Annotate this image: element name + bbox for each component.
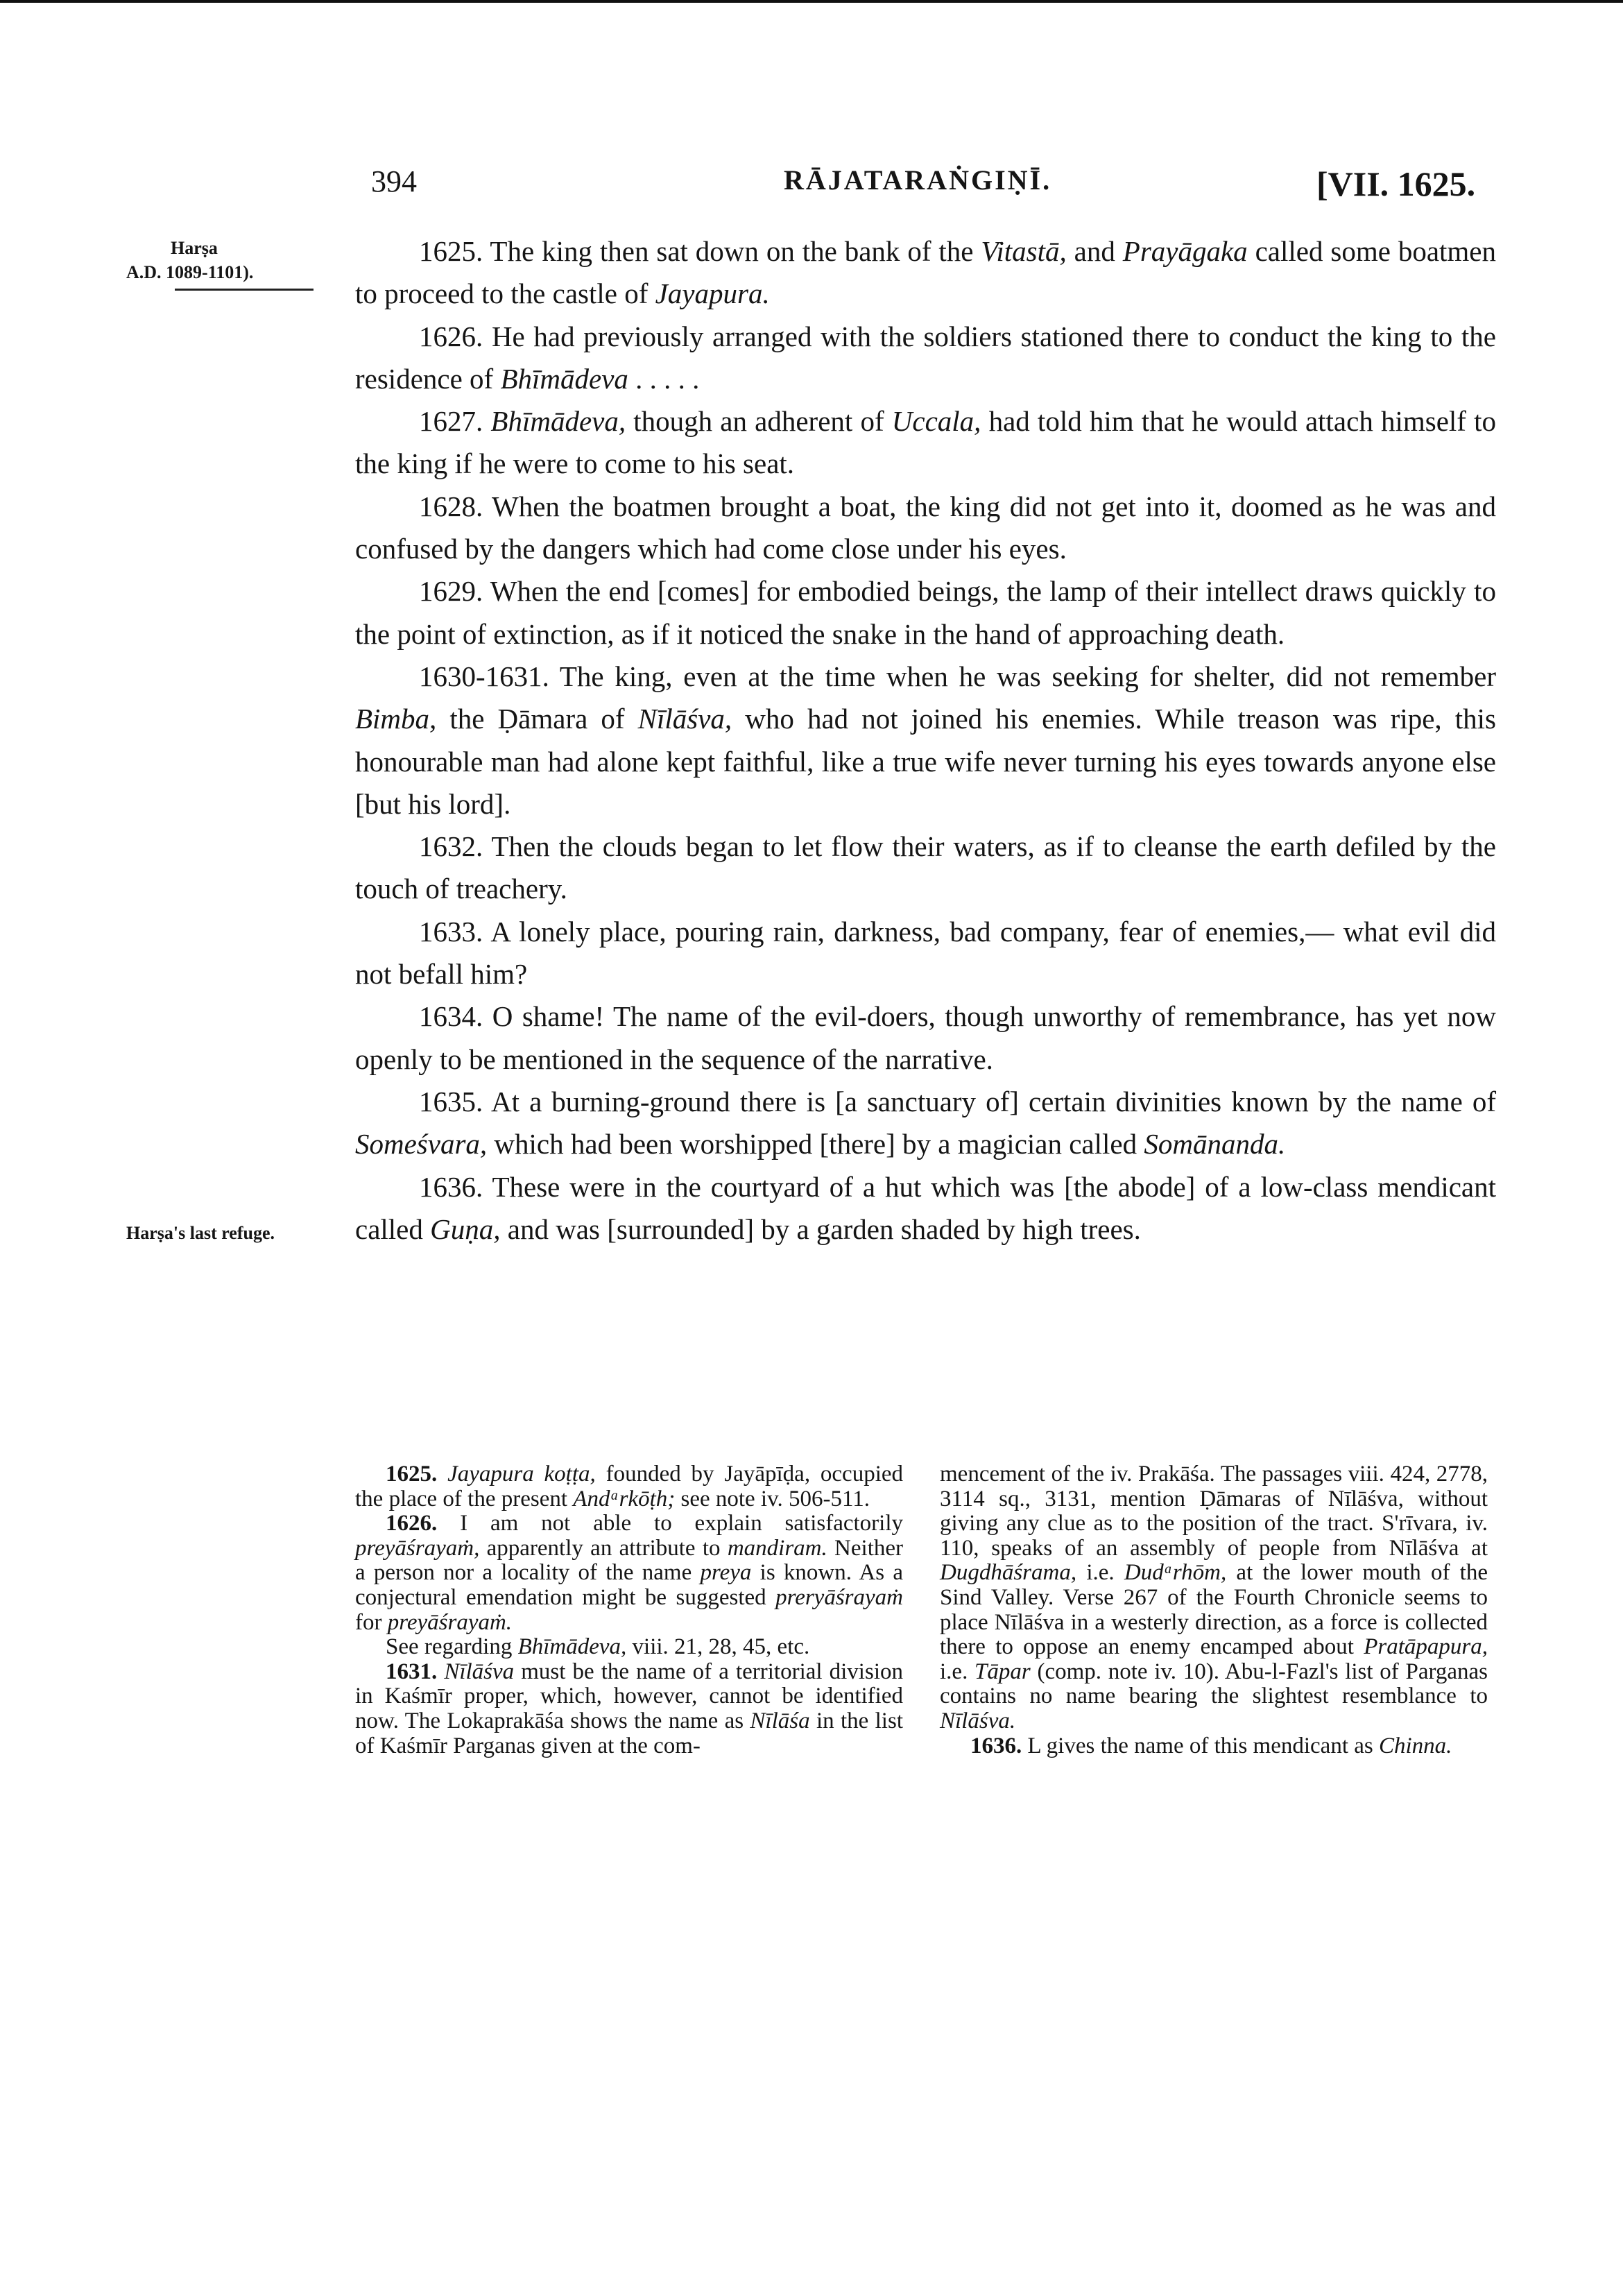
section-reference: [VII. 1625. [1316, 164, 1476, 203]
text-run: see note iv. 506-511. [675, 1486, 870, 1511]
text-run: See regarding [386, 1634, 518, 1660]
text-run: He had previously arranged with the soldiers stationed there to conduct the king to the residence of [355, 320, 1497, 395]
footnote-number: 1636. [970, 1733, 1022, 1758]
verse-number: 1627. [419, 405, 483, 438]
margin-note-ruler [126, 236, 327, 291]
italic-term: mandiram. [727, 1535, 827, 1561]
verse-number: 1626. [419, 320, 483, 352]
verse-number: 1630-1631. [419, 660, 549, 692]
footnote [940, 1734, 1488, 1759]
italic-term: Chinna. [1378, 1733, 1452, 1758]
italic-term: Uccala, [891, 405, 981, 438]
margin-ruler-dates: A.D. 1089-1101). [126, 262, 254, 283]
italic-term: Jayapura. [655, 277, 770, 310]
text-run: and [1066, 235, 1123, 267]
verse-number: 1633. [419, 915, 483, 948]
text-run: is known. As a conjectural emendation might be suggested [355, 1560, 904, 1610]
italic-term: Dugdhāśrama, [940, 1560, 1077, 1586]
verse-number: 1636. [419, 1170, 483, 1203]
text-run: viii. 21, 28, 45, etc. [626, 1634, 810, 1660]
italic-term: preya [700, 1560, 752, 1586]
verse [355, 400, 1496, 486]
footnote [355, 1660, 903, 1758]
text-run: When the end [comes] for embodied beings, the lamp of their intellect draws quickly to the point of extinction, as if it noticed the snake in the hand of approaching death. [355, 575, 1496, 650]
text-run: at the lower mouth of the Sind Valley. Verse 267 of the Fourth Chronicle seems to place Nīlāśva in a westerly direction, as a force is collected there to oppose an enemy encamped about [940, 1560, 1488, 1660]
verse [355, 1166, 1496, 1251]
footnotes-left-column [355, 1462, 903, 1758]
text-run: L gives the name of this mendicant as [1027, 1733, 1379, 1758]
text-run: When the boatmen brought a boat, the king did not get into it, doomed as he was and confused by the dangers which had come close under his eyes. [355, 490, 1497, 565]
text-run: i.e. [940, 1659, 975, 1684]
text-run: had told him that he would attach himself to the king if he were to come to his seat. [355, 405, 1496, 480]
italic-term: Jayapura koṭṭa, [447, 1462, 596, 1487]
footnote [355, 1462, 903, 1511]
italic-term: Prayāgaka [1122, 235, 1248, 267]
text-run: in the list of Kaśmīr Parganas given at the com- [355, 1708, 903, 1758]
text-run: must be the name of a territorial division in Kaśmīr proper, which, however, cannot be identified now. The Lokaprakāśa shows the name as [355, 1659, 903, 1733]
main-text [355, 230, 1496, 1251]
page-number: 394 [371, 164, 417, 198]
italic-term: Vitastā, [981, 235, 1067, 267]
verse [355, 911, 1496, 996]
page-top-border [0, 0, 1623, 3]
running-title: RĀJATARAṄGIṆĪ. [784, 164, 1052, 196]
italic-term: Nīlāśva, [637, 703, 732, 735]
text-run: which had been worshipped [there] by a magician called [487, 1128, 1144, 1160]
verse-number: 1628. [419, 490, 483, 522]
text-run: The king then sat down on the bank of the [490, 235, 981, 267]
footnote [940, 1462, 1488, 1734]
italic-term: Nīlāśva. [940, 1708, 1016, 1733]
footnote [355, 1635, 903, 1660]
italic-term: Tāpar [974, 1659, 1031, 1684]
text-run: Then the clouds began to let flow their waters, as if to cleanse the earth defiled by the touch of treachery. [355, 830, 1497, 905]
text-run: the Ḍāmara of [436, 703, 638, 735]
text-run: These were in the courtyard of a hut which was [the abode] of a low-class mendicant called [355, 1170, 1497, 1245]
text-run: . . . . . [628, 362, 700, 395]
italic-term: Andᵃrkōṭh; [573, 1486, 676, 1511]
text-run: I am not able to explain satisfactorily [460, 1511, 904, 1536]
italic-term: Nīlāśa [750, 1708, 810, 1733]
text-run: O shame! The name of the evil-doers, though unworthy of remembrance, has yet now openly to be mentioned in the sequence of the narrative. [355, 1000, 1497, 1075]
text-run: founded by Jayāpīḍa, occupied the place of the present [355, 1462, 904, 1511]
text-run: mencement of the iv. Prakāśa. The passages viii. 424, 2778, 3114 sq., 3131, mention Ḍāmaras of Nīlāśva, without giving any clue as to the position of the tract. S'rīvara, iv. 110, speaks of an assembly of people from Nīlāśva at [940, 1462, 1488, 1561]
verse-number: 1635. [419, 1085, 483, 1117]
italic-term: preyāśrayaṁ, [355, 1535, 480, 1561]
text-run: i.e. [1076, 1560, 1124, 1586]
footnote-number: 1625. [386, 1462, 438, 1487]
italic-term: Dudᵃrhōm, [1124, 1560, 1227, 1586]
verse [355, 995, 1496, 1081]
text-run: called some boatmen to proceed to the castle of [355, 235, 1496, 310]
margin-ruler-name: Harṣa [171, 238, 218, 258]
italic-term: preyāśrayaṁ. [387, 1609, 513, 1635]
text-run: The king, even at the time when he was seeking for shelter, did not remember [559, 660, 1496, 692]
footnote [355, 1511, 903, 1635]
verse [355, 316, 1496, 401]
italic-term: Somānanda. [1144, 1128, 1286, 1160]
text-run: though an adherent of [626, 405, 892, 438]
text-run: A lonely place, pouring rain, darkness, bad company, fear of enemies,— what evil did not befall him? [355, 915, 1496, 991]
text-run: apparently an attribute to [479, 1535, 728, 1561]
verse-number: 1629. [419, 575, 483, 608]
verse [355, 486, 1496, 571]
verse [355, 825, 1496, 911]
italic-term: Bhīmādeva, [517, 1634, 627, 1660]
text-run: and was [surrounded] by a garden shaded by high trees. [500, 1213, 1141, 1245]
verse [355, 1081, 1496, 1166]
footnote-number: 1631. [386, 1659, 438, 1684]
text-run: who had not joined his enemies. While treason was ripe, this honourable man had alone kept faithful, like a true wife never turning his eyes towards anyone else [but his lord]. [355, 703, 1496, 820]
verse [355, 656, 1496, 825]
italic-term: Pratāpapura, [1364, 1634, 1488, 1660]
text-run: Neither a person nor a locality of the name [355, 1535, 904, 1586]
footnotes-right-column [940, 1462, 1488, 1758]
italic-term: Nīlāśva [444, 1659, 515, 1684]
margin-rule [175, 289, 314, 291]
margin-note-refuge: Harṣa's last refuge. [126, 1223, 275, 1243]
verse [355, 230, 1496, 316]
verse-number: 1632. [419, 830, 483, 863]
italic-term: Guṇa, [430, 1213, 501, 1245]
verse-number: 1625. [419, 235, 483, 267]
italic-term: Bhīmādeva [500, 362, 628, 395]
italic-term: preryāśrayaṁ [775, 1584, 903, 1610]
footnote-number: 1626. [386, 1511, 438, 1536]
text-run: At a burning-ground there is [a sanctuary of] certain divinities known by the name of [491, 1085, 1496, 1117]
verse-number: 1634. [419, 1000, 483, 1033]
text-run: (comp. note iv. 10). Abu-l-Fazl's list of Parganas contains no name bearing the slightest resemblance to [940, 1659, 1488, 1709]
verse [355, 570, 1496, 656]
italic-term: Bimba, [355, 703, 437, 735]
italic-term: Someśvara, [355, 1128, 488, 1160]
italic-term: Bhīmādeva, [490, 405, 626, 438]
text-run: for [355, 1609, 388, 1635]
